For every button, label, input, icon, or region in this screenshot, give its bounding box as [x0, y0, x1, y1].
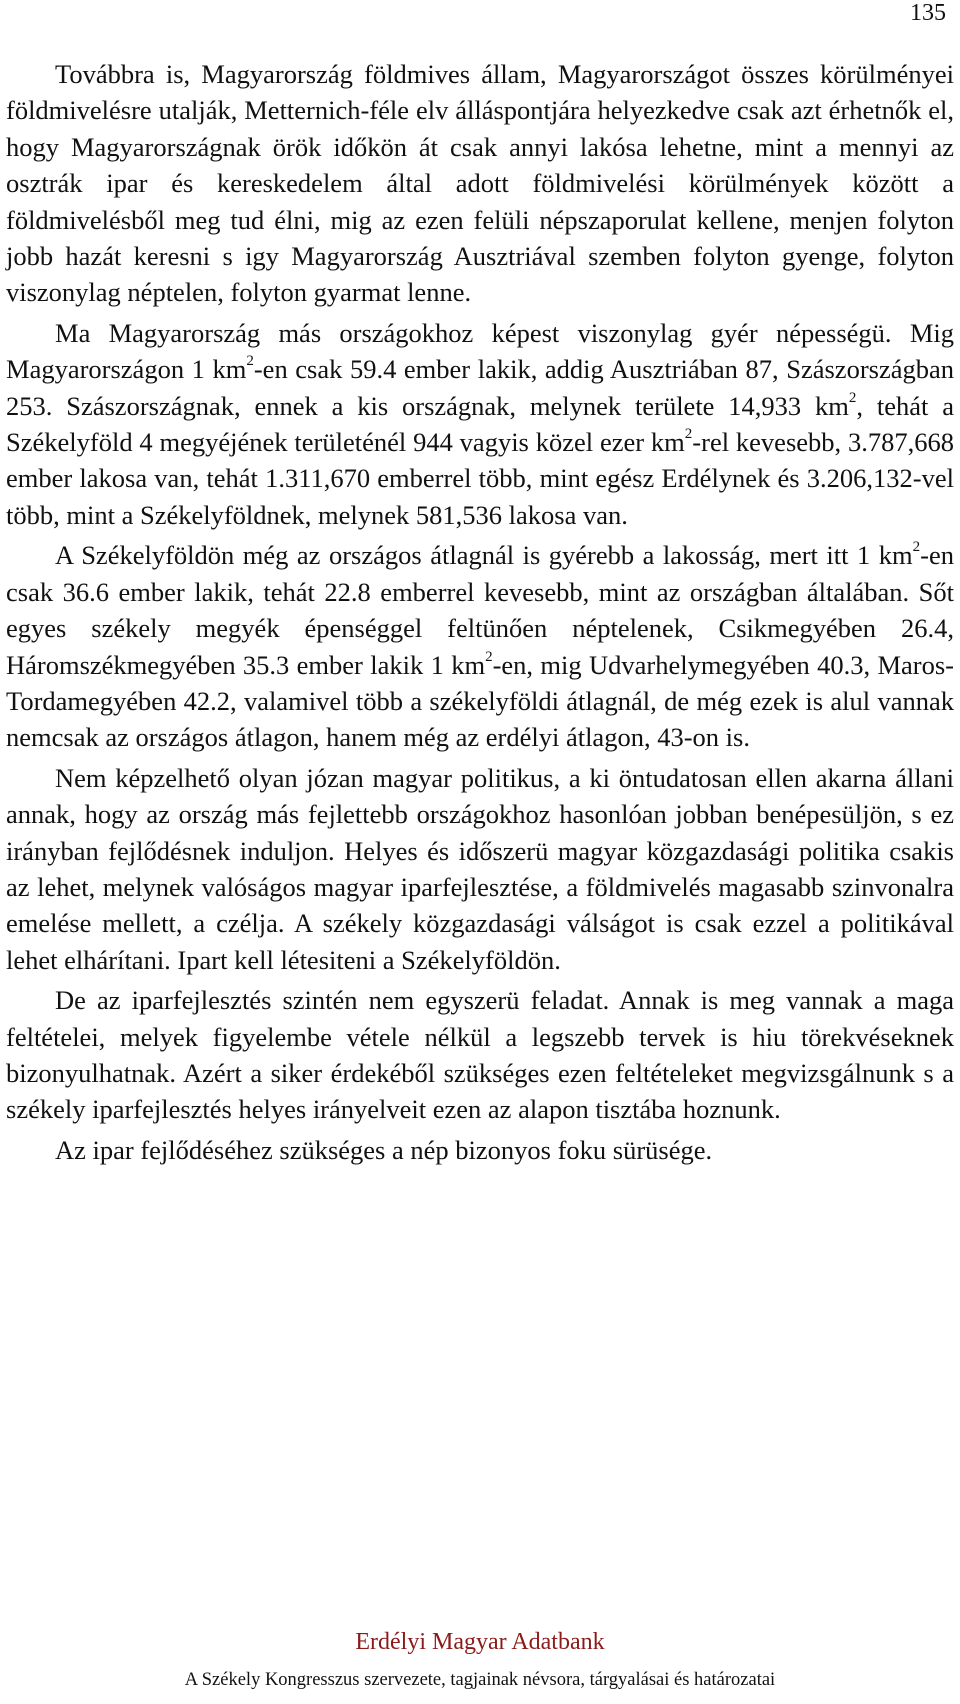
text-segment: -en csak 36.6 ember lakik, tehát 22.8 emberrel kevesebb, mint az országban általában. Sőt egyes székely megyék épenséggel feltünően néptelenek, Csikmegyében 26.4, Háromszékmegyében 35.3 ember lakik 1 km [6, 540, 954, 680]
superscript-exponent: 2 [246, 353, 254, 370]
superscript-exponent: 2 [684, 426, 693, 443]
paragraph [6, 760, 954, 978]
superscript-exponent: 2 [912, 539, 921, 556]
text-segment: , tehát a Székelyföld 4 megyéjének területénél 944 vagyis közel ezer km [6, 390, 954, 458]
page-number: 135 [910, 0, 946, 26]
paragraph [6, 56, 954, 311]
superscript-exponent: 2 [848, 389, 857, 406]
text-segment: -rel kevesebb, 3.787,668 ember lakosa van, tehát 1.311,670 emberrel több, mint egész Erdélynek és 3.206,132-vel több, mint a Székelyföldnek, melynek 581,536 lakosa van. [6, 427, 955, 530]
footer-document-title: A Székely Kongresszus szervezete, tagjainak névsora, tárgyalásai és határozatai [184, 1670, 776, 1690]
text-segment: -en, mig Udvarhelymegyében 40.3, Maros-Tordamegyében 42.2, valamivel több a székelyföldi átlagnál, de még ezek is alul vannak nemcsak az országos átlagon, hanem még az erdélyi átlagon, 43-on is. [6, 649, 954, 753]
text-segment: Az ipar fejlődéséhez szükséges a nép bizonyos foku sürüsége. [55, 1134, 713, 1165]
text-segment: -en csak 59.4 ember lakik, addig Ausztriában 87, Szászországban 253. Szászországnak, ennek a kis országnak, melynek területe 14,933 km [6, 354, 954, 421]
text-segment: Ma Magyarország más országokhoz képest viszonylag gyér népességü. Mig Magyarországon 1 km [6, 317, 954, 385]
text-segment: Továbbra is, Magyarország földmives állam, Magyarországot összes körülményei földmivelésre utalják, Metternich-féle elv álláspontjára helyezkedve csak azt érhetnők el, hogy Magyarországnak örök időkön át csak annyi lakósa lehetne, mint a mennyi az osztrák ipar és kereskedelem által adott földmivelési körülmények között a földmivelésből meg tud élni, mig az ezen felüli népszaporulat kellene, menjen folyton jobb hazát keresni s igy Magyarország Ausztriával szemben folyton gyenge, folyton viszonylag néptelen, folyton gyarmat lenne. [6, 59, 954, 308]
footer-source-title: Erdélyi Magyar Adatbank [355, 1629, 605, 1655]
text-segment: A Székelyföldön még az országos átlagnál is gyérebb a lakosság, mert itt 1 km [55, 540, 913, 571]
text-segment: Nem képzelhető olyan józan magyar politikus, a ki öntudatosan ellen akarna állani annak, hogy az ország más fejlettebb országokhoz hasonlóan jobban benépesüljön, s ez irányban fejlődésnek induljon. Helyes és időszerü magyar közgazdasági politika csakis az lehet, melynek valóságos magyar iparfejlesztése, a földmivelés magasabb szinvonalra emelése mellett, a czélja. A székely közgazdasági válságot is csak ezzel a politikával lehet elhárítani. Ipart kell létesiteni a Székelyföldön. [6, 762, 954, 975]
body-text [6, 56, 954, 1168]
paragraph [6, 537, 954, 755]
paragraph [6, 315, 954, 533]
superscript-exponent: 2 [485, 648, 493, 665]
paragraph [6, 982, 954, 1128]
paragraph [6, 1132, 954, 1168]
text-segment: De az iparfejlesztés szintén nem egyszerü feladat. Annak is meg vannak a maga feltételei, melyek figyelembe vétele nélkül a legszebb tervek is hiu törekvéseknek bizonyulhatnak. Azért a siker érdekéből szükséges ezen feltételeket megvizsgálnunk s a székely iparfejlesztés helyes irányelveit ezen az alapon tisztába hoznunk. [6, 985, 954, 1125]
